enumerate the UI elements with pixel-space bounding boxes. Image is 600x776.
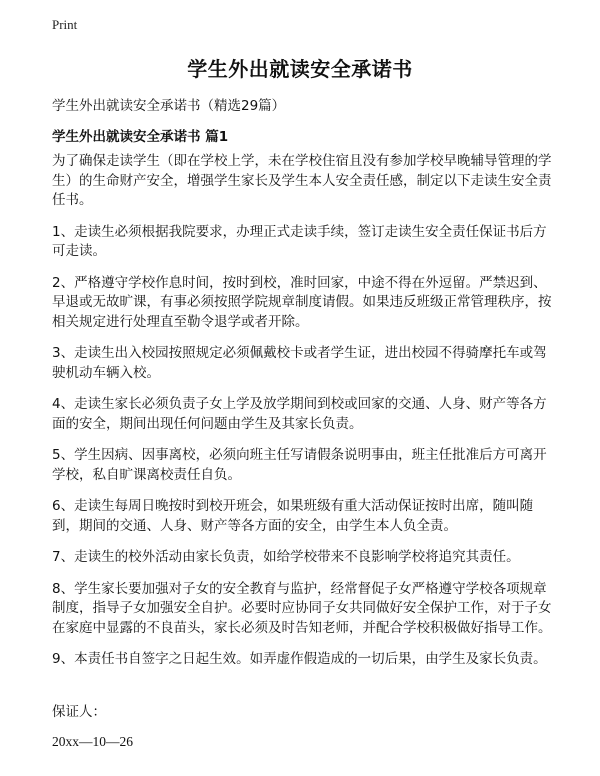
paragraph-item-5: 5、学生因病、因事离校，必须向班主任写请假条说明事由，班主任批准后方可离开学校，私自旷课离校责任自负。 <box>52 447 547 483</box>
paragraph-item-1: 1、走读生必须根据我院要求，办理正式走读手续，签订走读生安全责任保证书后方可走读。 <box>52 223 547 259</box>
document-title: 学生外出就读安全承诺书 <box>187 57 413 81</box>
section-heading: 学生外出就读安全承诺书 篇1 <box>52 129 229 145</box>
paragraph-item-4: 4、走读生家长必须负责子女上学及放学期间到校或回家的交通、人身、财产等各方面的安全，期间出现任何问题由学生及其家长负责。 <box>52 396 547 432</box>
paragraph-item-7: 7、走读生的校外活动由家长负责，如给学校带来不良影响学校将追究其责任。 <box>52 549 520 565</box>
document-date: 20xx—10—26 <box>52 734 133 749</box>
paragraph-intro: 为了确保走读学生（即在学校上学，未在学校住宿且没有参加学校早晚辅导管理的学生）的生命财产安全，增强学生家长及学生本人安全责任感，制定以下走读生安全责任书。 <box>52 153 552 208</box>
document-subtitle: 学生外出就读安全承诺书（精选29篇） <box>52 98 286 114</box>
paragraph-item-2: 2、严格遵守学校作息时间，按时到校，准时回家，中途不得在外逗留。严禁迟到、早退或无故旷课，有事必须按照学院规章制度请假。如果违反班级正常管理秩序，按相关规定进行处理直至勒令退学或者开除。 <box>52 274 552 330</box>
paragraph-item-6: 6、走读生每周日晚按时到校开班会，如果班级有重大活动保证按时出席，随叫随到，期间的交通、人身、财产等各方面的安全，由学生本人负全责。 <box>52 498 534 534</box>
paragraph-item-9: 9、本责任书自签字之日起生效。如弄虚作假造成的一切后果，由学生及家长负责。 <box>52 651 547 667</box>
guarantor-label: 保证人： <box>52 704 106 720</box>
document-body <box>52 152 557 682</box>
paragraph-item-8: 8、学生家长要加强对子女的安全教育与监护，经常督促子女严格遵守学校各项规章制度，指导子女加强安全自护。必要时应协同子女共同做好安全保护工作，对于子女在家庭中显露的不良苗头，家长必须及时告知老师，并配合学校积极做好指导工作。 <box>52 580 552 636</box>
paragraph-item-3: 3、走读生出入校园按照规定必须佩戴校卡或者学生证，进出校园不得骑摩托车或驾驶机动车辆入校。 <box>52 345 547 381</box>
print-link[interactable]: Print <box>52 17 78 32</box>
